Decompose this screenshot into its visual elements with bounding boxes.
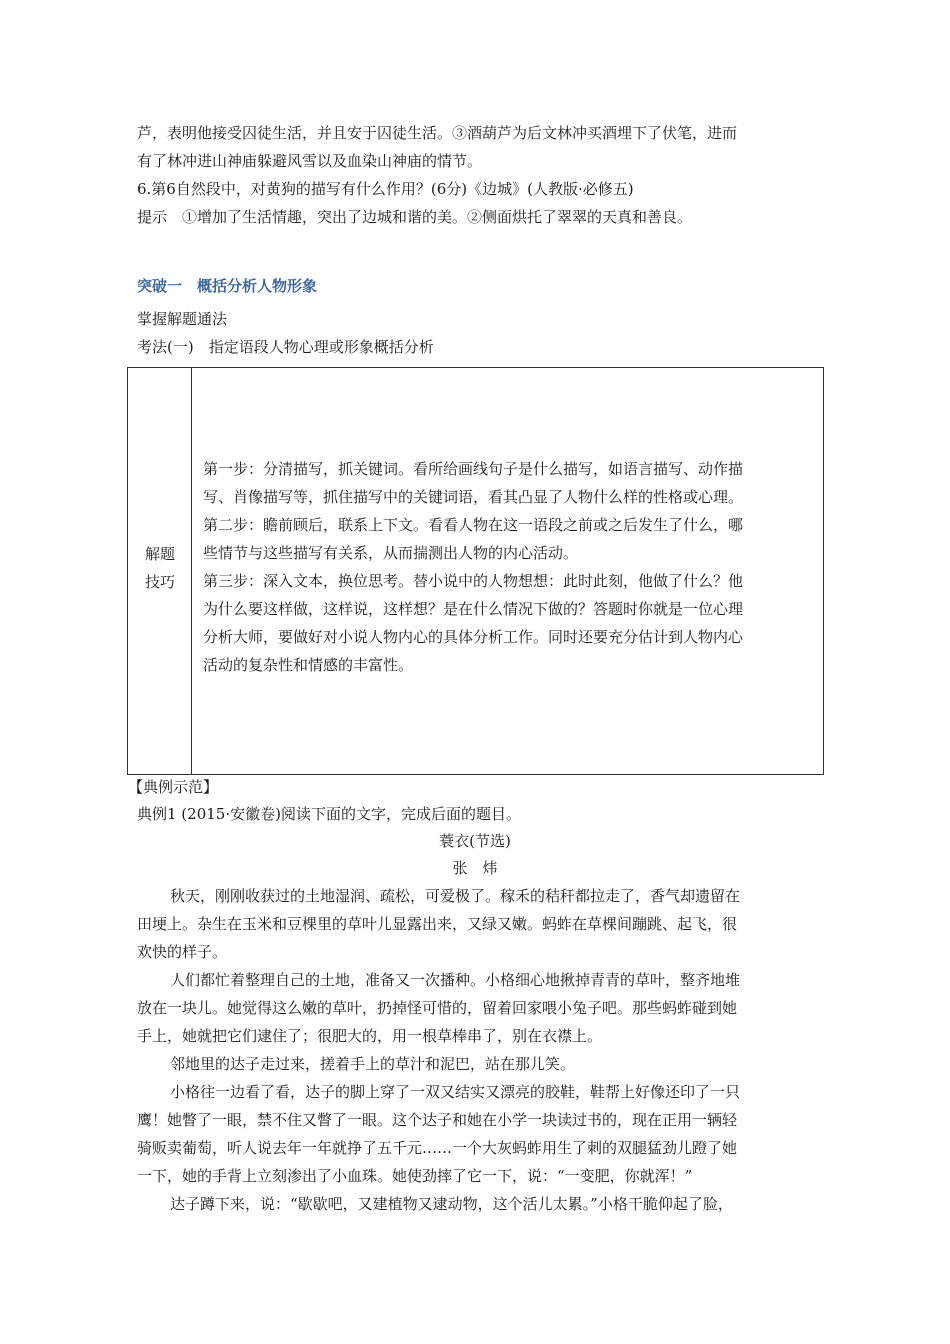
example-tag: 【典例示范】 bbox=[128, 778, 219, 796]
story-line: 鹰！她瞥了一眼，禁不住又瞥了一眼。这个达子和她在小学一块读过书的，现在正用一辆轻 bbox=[137, 1111, 738, 1129]
story-line: 欢快的样子。 bbox=[137, 943, 228, 961]
story-line: 手上，她就把它们逮住了；很肥大的，用一根草棒串了，别在衣襟上。 bbox=[137, 1027, 603, 1045]
story-line: 田埂上。杂生在玉米和豆棵里的草叶儿显露出来，又绿又嫩。蚂蚱在草棵间蹦跳、起飞，很 bbox=[137, 915, 738, 933]
step-line: 第三步：深入文本，换位思考。替小说中的人物想想：此时此刻，他做了什么？他 bbox=[203, 572, 744, 590]
step-line: 分析大师，要做好对小说人物内心的具体分析工作。同时还要充分估计到人物内心 bbox=[203, 628, 744, 646]
table-label: 技巧 bbox=[144, 573, 175, 591]
story-line: 骑贩卖葡萄，听人说去年一年就挣了五千元……一个大灰蚂蚱用生了刺的双腿猛劲儿蹬了她 bbox=[137, 1139, 738, 1157]
story-line: 放在一块儿。她觉得这么嫩的草叶，扔掉怪可惜的，留着回家喂小兔子吧。那些蚂蚱碰到她 bbox=[137, 999, 738, 1017]
story-line: 一下，她的手背上立刻渗出了小血珠。她使劲摔了它一下，说：“一变肥，你就浑！” bbox=[137, 1167, 693, 1185]
story-line: 达子蹲下来，说：“歇歇吧，又建植物又逮动物，这个活儿太累。”小格干脆仰起了脸， bbox=[170, 1195, 733, 1213]
intro-line: 有了林冲进山神庙躲避风雪以及血染山神庙的情节。 bbox=[137, 152, 483, 170]
step-line: 些情节与这些描写有关系，从而揣测出人物的内心活动。 bbox=[203, 544, 579, 562]
table-label-cell bbox=[128, 368, 192, 774]
hint-line: 提示 ①增加了生活情趣，突出了边城和谐的美。②侧面烘托了翠翠的天真和善良。 bbox=[137, 208, 693, 226]
story-title: 蓑衣(节选) bbox=[439, 832, 511, 850]
step-line: 为什么要这样做，这样说，这样想？是在什么情况下做的？答题时你就是一位心理 bbox=[203, 600, 744, 618]
question-line: 6.第6自然段中，对黄狗的描写有什么作用？(6分)《边城》(人教版·必修五) bbox=[137, 180, 634, 198]
story-author: 张 炜 bbox=[452, 859, 498, 877]
method-title: 考法(一) 指定语段人物心理或形象概括分析 bbox=[137, 338, 434, 356]
step-line: 活动的复杂性和情感的丰富性。 bbox=[203, 656, 414, 674]
step-line: 写、肖像描写等，抓住描写中的关键词语，看其凸显了人物什么样的性格或心理。 bbox=[203, 488, 744, 506]
subheading: 掌握解题通法 bbox=[137, 310, 228, 328]
intro-line: 芦，表明他接受囚徒生活，并且安于囚徒生活。③酒葫芦为后文林冲买酒埋下了伏笔，进而 bbox=[137, 124, 738, 142]
section-heading: 突破一 概括分析人物形象 bbox=[137, 277, 318, 295]
method-table bbox=[127, 367, 824, 775]
step-line: 第一步：分清描写，抓关键词。看所给画线句子是什么描写，如语言描写、动作描 bbox=[203, 460, 744, 478]
story-line: 人们都忙着整理自己的土地，准备又一次播种。小格细心地揪掉青青的草叶，整齐地堆 bbox=[170, 971, 741, 989]
table-label: 解题 bbox=[144, 545, 175, 563]
step-line: 第二步：瞻前顾后，联系上下文。看看人物在这一语段之前或之后发生了什么，哪 bbox=[203, 516, 744, 534]
story-line: 秋天，刚刚收获过的土地湿润、疏松，可爱极了。稼禾的秸秆都拉走了，香气却遗留在 bbox=[170, 887, 741, 905]
story-line: 小格往一边看了看，达子的脚上穿了一双又结实又漂亮的胶鞋，鞋帮上好像还印了一只 bbox=[170, 1083, 741, 1101]
example-line: 典例1 (2015·安徽卷)阅读下面的文字，完成后面的题目。 bbox=[137, 805, 521, 823]
story-line: 邻地里的达子走过来，搓着手上的草汁和泥巴，站在那儿笑。 bbox=[170, 1055, 576, 1073]
